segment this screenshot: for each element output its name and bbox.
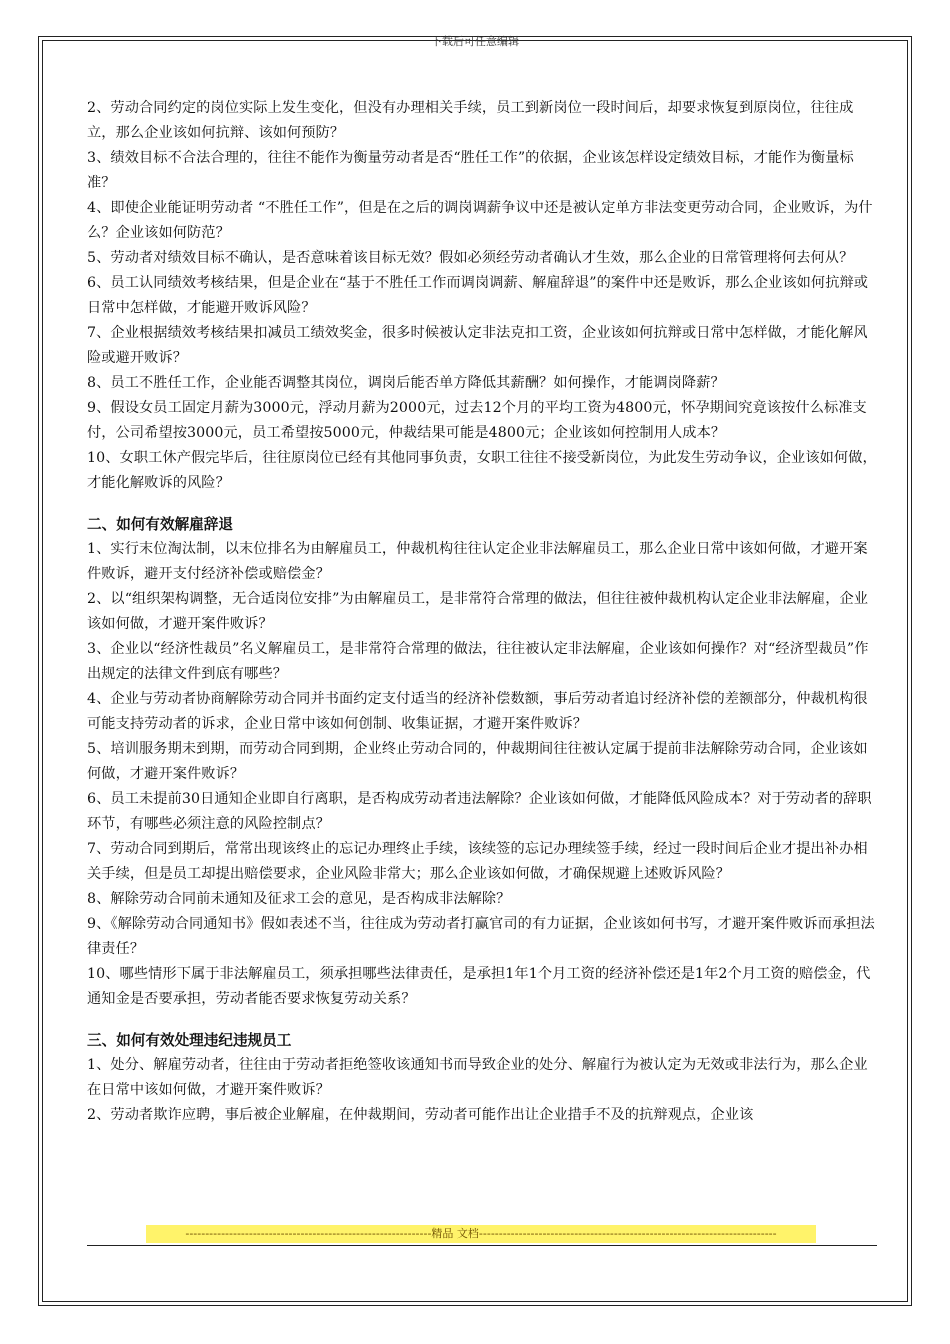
question-paragraph: 9、假设女员工固定月薪为3000元，浮动月薪为2000元，过去12个月的平均工资为4800元，怀孕期间究竟该按什么标准支付，公司希望按3000元，员工希望按5000元，仲裁结果可能是4800元；企业该如何控制用人成本？: [87, 400, 867, 441]
question-paragraph: 10、女职工休产假完毕后，往往原岗位已经有其他同事负责，女职工往往不接受新岗位，为此发生劳动争议，企业该如何做，才能化解败诉的风险？: [87, 450, 877, 491]
question-paragraph: 4、即使企业能证明劳动者 “不胜任工作”，但是在之后的调岗调薪争议中还是被认定单方非法变更劳动合同，企业败诉，为什么？企业该如何防范？: [87, 200, 873, 241]
footer-banner: --------------------------------------------------------------精品 文档---------------------------------------------------------------------------: [146, 1225, 816, 1243]
question-paragraph: 3、绩效目标不合法合理的，往往不能作为衡量劳动者是否“胜任工作”的依据，企业该怎样设定绩效目标，才能作为衡量标准？: [87, 150, 854, 191]
question-paragraph: 4、企业与劳动者协商解除劳动合同并书面约定支付适当的经济补偿数额，事后劳动者追讨经济补偿的差额部分，仲裁机构很可能支持劳动者的诉求，企业日常中该如何创制、收集证据，才避开案件败诉？: [87, 691, 868, 732]
question-paragraph: 7、劳动合同到期后，常常出现该终止的忘记办理终止手续，该续签的忘记办理续签手续，经过一段时间后企业才提出补办相关手续，但是员工却提出赔偿要求，企业风险非常大；那么企业该如何做，才确保规避上述败诉风险？: [87, 841, 868, 882]
question-paragraph: 7、企业根据绩效考核结果扣减员工绩效奖金，很多时候被认定非法克扣工资，企业该如何抗辩或日常中怎样做，才能化解风险或避开败诉？: [87, 325, 868, 366]
question-paragraph: 3、企业以“经济性裁员”名义解雇员工，是非常符合常理的做法，往往被认定非法解雇，企业该如何操作？对“经济型裁员”作出规定的法律文件到底有哪些？: [87, 641, 869, 682]
question-paragraph: 5、培训服务期未到期，而劳动合同到期，企业终止劳动合同的，仲裁期间往往被认定属于提前非法解除劳动合同，企业该如何做，才避开案件败诉？: [87, 741, 868, 782]
question-paragraph: 2、劳动者欺诈应聘，事后被企业解雇，在仲裁期间，劳动者可能作出让企业措手不及的抗辩观点，企业该: [87, 1107, 754, 1123]
question-paragraph: 10、哪些情形下属于非法解雇员工，须承担哪些法律责任，是承担1年1个月工资的经济补偿还是1年2个月工资的赔偿金，代通知金是否要承担，劳动者能否要求恢复劳动关系？: [87, 966, 871, 1007]
question-paragraph: 5、劳动者对绩效目标不确认，是否意味着该目标无效？假如必须经劳动者确认才生效，那么企业的日常管理将何去何从？: [87, 250, 854, 266]
question-paragraph: 1、处分、解雇劳动者，往往由于劳动者拒绝签收该通知书而导致企业的处分、解雇行为被认定为无效或非法行为，那么企业在日常中该如何做，才避开案件败诉？: [87, 1057, 868, 1098]
question-paragraph: 8、员工不胜任工作，企业能否调整其岗位，调岗后能否单方降低其薪酬？如何操作，才能调岗降薪？: [87, 375, 725, 391]
question-paragraph: 2、以“组织架构调整，无合适岗位安排”为由解雇员工，是非常符合常理的做法，但往往被仲裁机构认定企业非法解雇，企业该如何做，才避开案件败诉？: [87, 591, 869, 632]
section-1-questions: [87, 96, 877, 496]
question-paragraph: 9、《解除劳动合同通知书》假如表述不当，往往成为劳动者打赢官司的有力证据，企业该如何书写，才避开案件败诉而承担法律责任？: [87, 916, 875, 957]
header-note: 下载后可任意编辑: [431, 35, 519, 48]
section-2-title: 二、如何有效解雇辞退: [87, 516, 233, 533]
document-body: [87, 96, 877, 1128]
section-3-title: 三、如何有效处理违纪违规员工: [87, 1032, 292, 1049]
question-paragraph: 1、实行末位淘汰制，以末位排名为由解雇员工，仲裁机构往往认定企业非法解雇员工，那么企业日常中该如何做，才避开案件败诉，避开支付经济补偿或赔偿金？: [87, 541, 868, 582]
question-paragraph: 2、劳动合同约定的岗位实际上发生变化，但没有办理相关手续，员工到新岗位一段时间后，却要求恢复到原岗位，往往成立，那么企业该如何抗辩、该如何预防？: [87, 100, 854, 141]
question-paragraph: 8、解除劳动合同前未通知及征求工会的意见，是否构成非法解除？: [87, 891, 511, 907]
section-3-questions: [87, 1053, 877, 1128]
question-paragraph: 6、员工认同绩效考核结果，但是企业在“基于不胜任工作而调岗调薪、解雇辞退”的案件中还是败诉，那么企业该如何抗辩或日常中怎样做，才能避开败诉风险？: [87, 275, 869, 316]
footer-divider: [87, 1245, 877, 1246]
question-paragraph: 6、员工未提前30日通知企业即自行离职，是否构成劳动者违法解除？企业该如何做，才能降低风险成本？对于劳动者的辞职环节，有哪些必须注意的风险控制点？: [87, 791, 872, 832]
section-2-questions: [87, 537, 877, 1012]
